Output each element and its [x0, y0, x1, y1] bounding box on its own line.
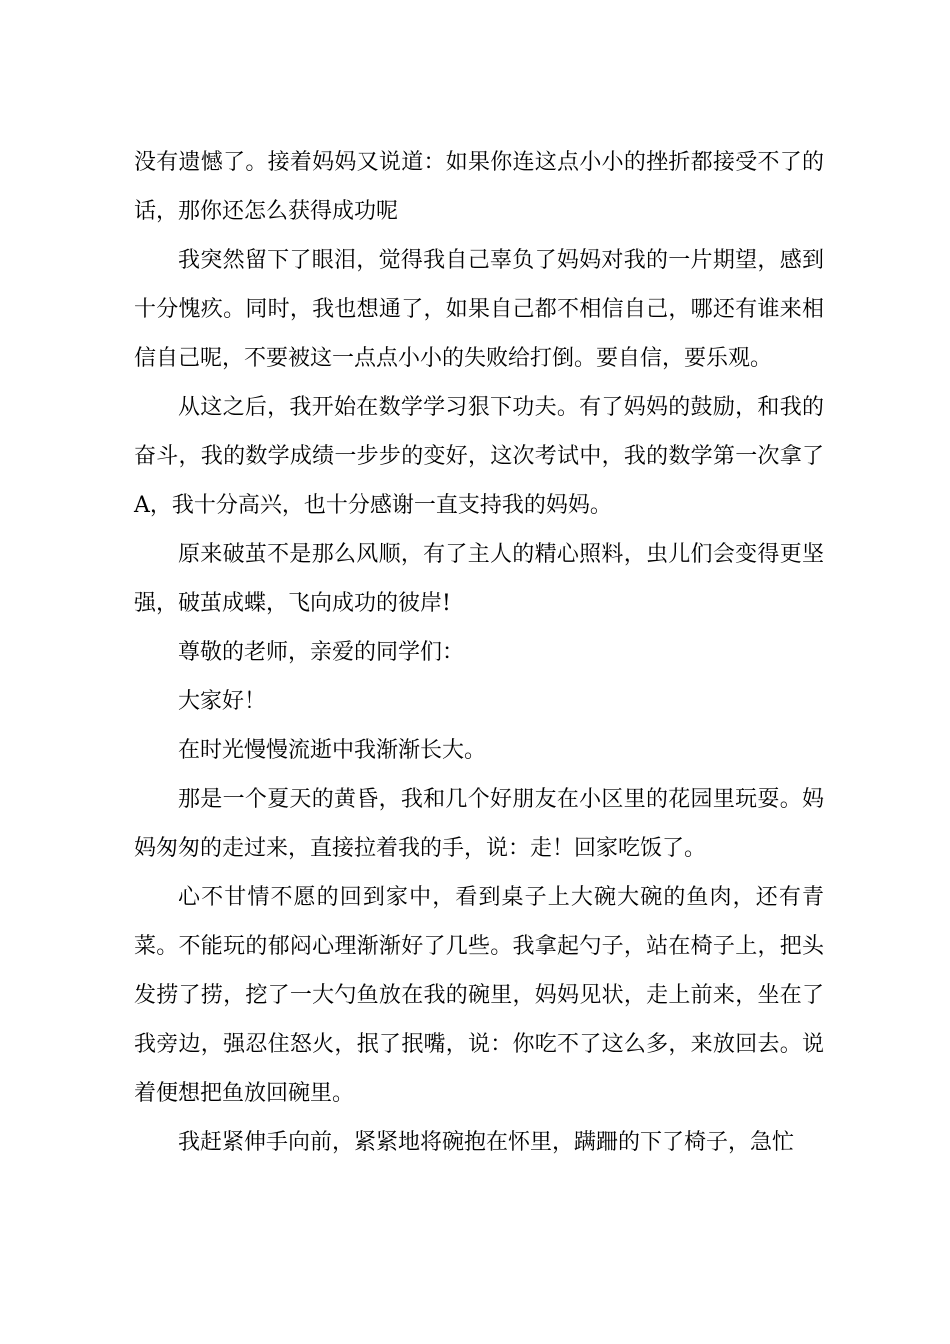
- paragraph-9: 心不甘情不愿的回到家中，看到桌子上大碗大碗的鱼肉，还有青菜。不能玩的郁闷心理渐渐好了几些。我拿起勺子，站在椅子上，把头发捞了捞，挖了一大勺鱼放在我的碗里，妈妈见状，走上前来，坐在了我旁边，强忍住怒火，抿了抿嘴，说：你吃不了这么多，来放回去。说着便想把鱼放回碗里。: [134, 885, 824, 1106]
- paragraph-8: 那是一个夏天的黄昏，我和几个好朋友在小区里的花园里玩耍。妈妈匆匆的走过来，直接拉着我的手，说：走！回家吃饭了。: [134, 787, 824, 861]
- salutation: 尊敬的老师，亲爱的同学们：: [178, 640, 465, 665]
- paragraph-10: 我赶紧伸手向前，紧紧地将碗抱在怀里，蹒跚的下了椅子，急忙: [178, 1130, 795, 1155]
- paragraph-7: 在时光慢慢流逝中我渐渐长大。: [178, 738, 487, 763]
- greeting: 大家好！: [178, 689, 267, 714]
- paragraph-1: 没有遗憾了。接着妈妈又说道：如果你连这点小小的挫折都接受不了的话，那你还怎么获得成功呢: [134, 150, 824, 224]
- body-text: [134, 138, 824, 1167]
- paragraph-3: 从这之后，我开始在数学学习狠下功夫。有了妈妈的鼓励，和我的奋斗，我的数学成绩一步步的变好，这次考试中，我的数学第一次拿了A，我十分高兴，也十分感谢一直支持我的妈妈。: [134, 395, 824, 518]
- paragraph-2: 我突然留下了眼泪，觉得我自己辜负了妈妈对我的一片期望，感到十分愧疚。同时，我也想通了，如果自己都不相信自己，哪还有谁来相信自己呢，不要被这一点点小小的失败给打倒。要自信，要乐观。: [134, 248, 824, 371]
- paragraph-4: 原来破茧不是那么风顺，有了主人的精心照料，虫儿们会变得更坚强，破茧成蝶，飞向成功的彼岸!: [134, 542, 824, 616]
